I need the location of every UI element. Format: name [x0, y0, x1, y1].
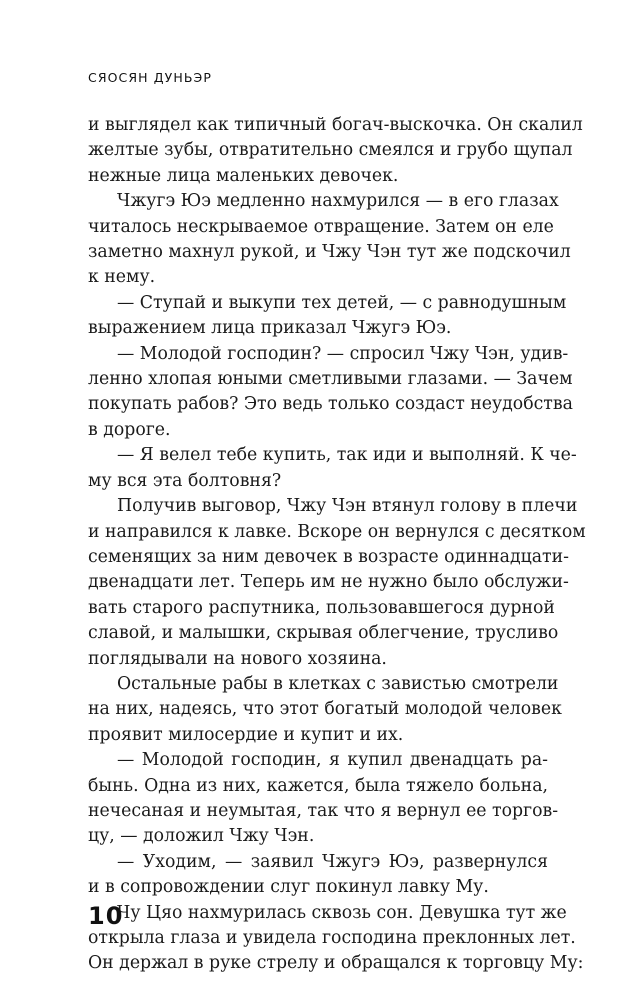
page-number: 10 [88, 902, 124, 930]
text-line: — Молодой господин, я купил двенадцать ра- [117, 750, 548, 771]
text-line: Чу Цяо нахмурилась сквозь сон. Девушка тут же [117, 902, 567, 923]
text-line: — Уходим, — заявил Чжугэ Юэ, развернулся [117, 851, 548, 872]
text-line: к нему. [88, 267, 156, 288]
text-line: и в сопровождении слуг покинул лавку Му. [88, 877, 489, 898]
text-line: Остальные рабы в клетках с завистью смотрели [117, 673, 559, 694]
text-line: открыла глаза и увидела господина преклонных лет. [88, 928, 576, 948]
text-line: поглядывали на нового хозяина. [88, 648, 387, 669]
text-line: нежные лица маленьких девочек. [88, 165, 399, 186]
text-line: — Ступай и выкупи тех детей, — с равнодушным [117, 292, 567, 313]
text-line: семенящих за ним девочек в возрасте одиннадцати- [88, 546, 569, 567]
text-line: цу, — доложил Чжу Чэн. [88, 826, 315, 847]
text-line: вать старого распутника, пользовавшегося дурной [88, 597, 555, 618]
text-line: и выглядел как типичный богач-выскочка. Он скалил [88, 115, 583, 135]
text-line: выражением лица приказал Чжугэ Юэ. [88, 318, 452, 339]
running-head: СЯОСЯН ДУНЬЭР [88, 70, 212, 85]
text-line: в дороге. [88, 419, 171, 440]
text-line: Он держал в руке стрелу и обращался к торговцу Му: [88, 953, 584, 974]
text-line: Чжугэ Юэ медленно нахмурился — в его глазах [117, 191, 559, 212]
text-line: — Я велел тебе купить, так иди и выполняй. К че- [117, 445, 577, 466]
text-line: бынь. Одна из них, кажется, была тяжело больна, [88, 775, 548, 796]
text-line: желтые зубы, отвратительно смеялся и грубо щупал [88, 140, 573, 161]
text-line: читалось нескрываемое отвращение. Затем он еле [88, 216, 554, 237]
body-text [88, 113, 586, 977]
text-line: му вся эта болтовня? [88, 470, 282, 491]
text-line: нечесаная и неумытая, так что я вернул ее торгов- [88, 800, 559, 821]
text-line: покупать рабов? Это ведь только создаст неудобства [88, 394, 573, 415]
text-line: двенадцати лет. Теперь им не нужно было обслужи- [88, 572, 569, 593]
text-line: и направился к лавке. Вскоре он вернулся с десятком [88, 521, 586, 542]
text-line: ленно хлопая юными сметливыми глазами. — Зачем [88, 369, 573, 390]
text-line: проявит милосердие и купит и их. [88, 724, 404, 745]
text-line: на них, надеясь, что этот богатый молодой человек [88, 699, 562, 720]
text-line: заметно махнул рукой, и Чжу Чэн тут же подскочил [88, 242, 571, 263]
text-line: славой, и малышки, скрывая облегчение, трусливо [88, 623, 559, 644]
text-line: Получив выговор, Чжу Чэн втянул голову в плечи [117, 496, 578, 517]
text-line: — Молодой господин? — спросил Чжу Чэн, удив- [117, 343, 569, 364]
